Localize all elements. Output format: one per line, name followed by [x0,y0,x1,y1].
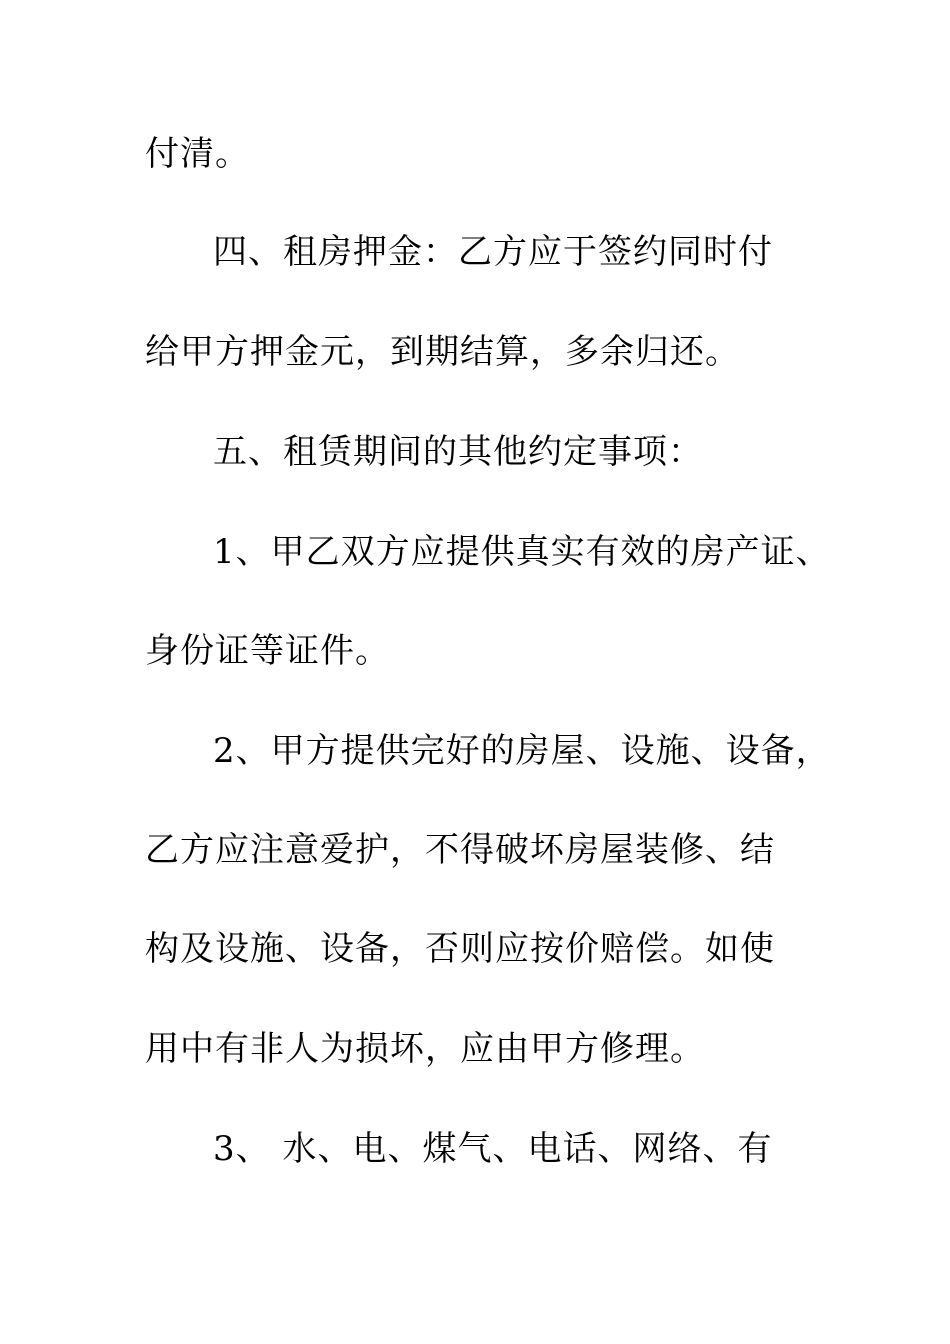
section-heading-deposit: 四、租房押金：乙方应于签约同时付 [213,232,773,272]
list-item-1: 1、甲乙双方应提供真实有效的房产证、 [213,532,831,572]
list-item-2: 2、甲方提供完好的房屋、设施、设备， [213,731,831,771]
text-line: 乙方应注意爱护，不得破坏房屋装修、结 [145,830,775,870]
text-line: 付清。 [145,134,250,174]
section-heading-other-terms: 五、租赁期间的其他约定事项： [213,432,703,472]
list-item-3: 3、 水、电、煤气、电话、网络、有 [213,1129,773,1169]
text-line: 身份证等证件。 [145,631,390,671]
text-line: 用中有非人为损坏，应由甲方修理。 [145,1029,705,1069]
text-line: 构及设施、设备，否则应按价赔偿。如使 [145,929,775,969]
text-line: 给甲方押金元，到期结算，多余归还。 [145,332,740,372]
